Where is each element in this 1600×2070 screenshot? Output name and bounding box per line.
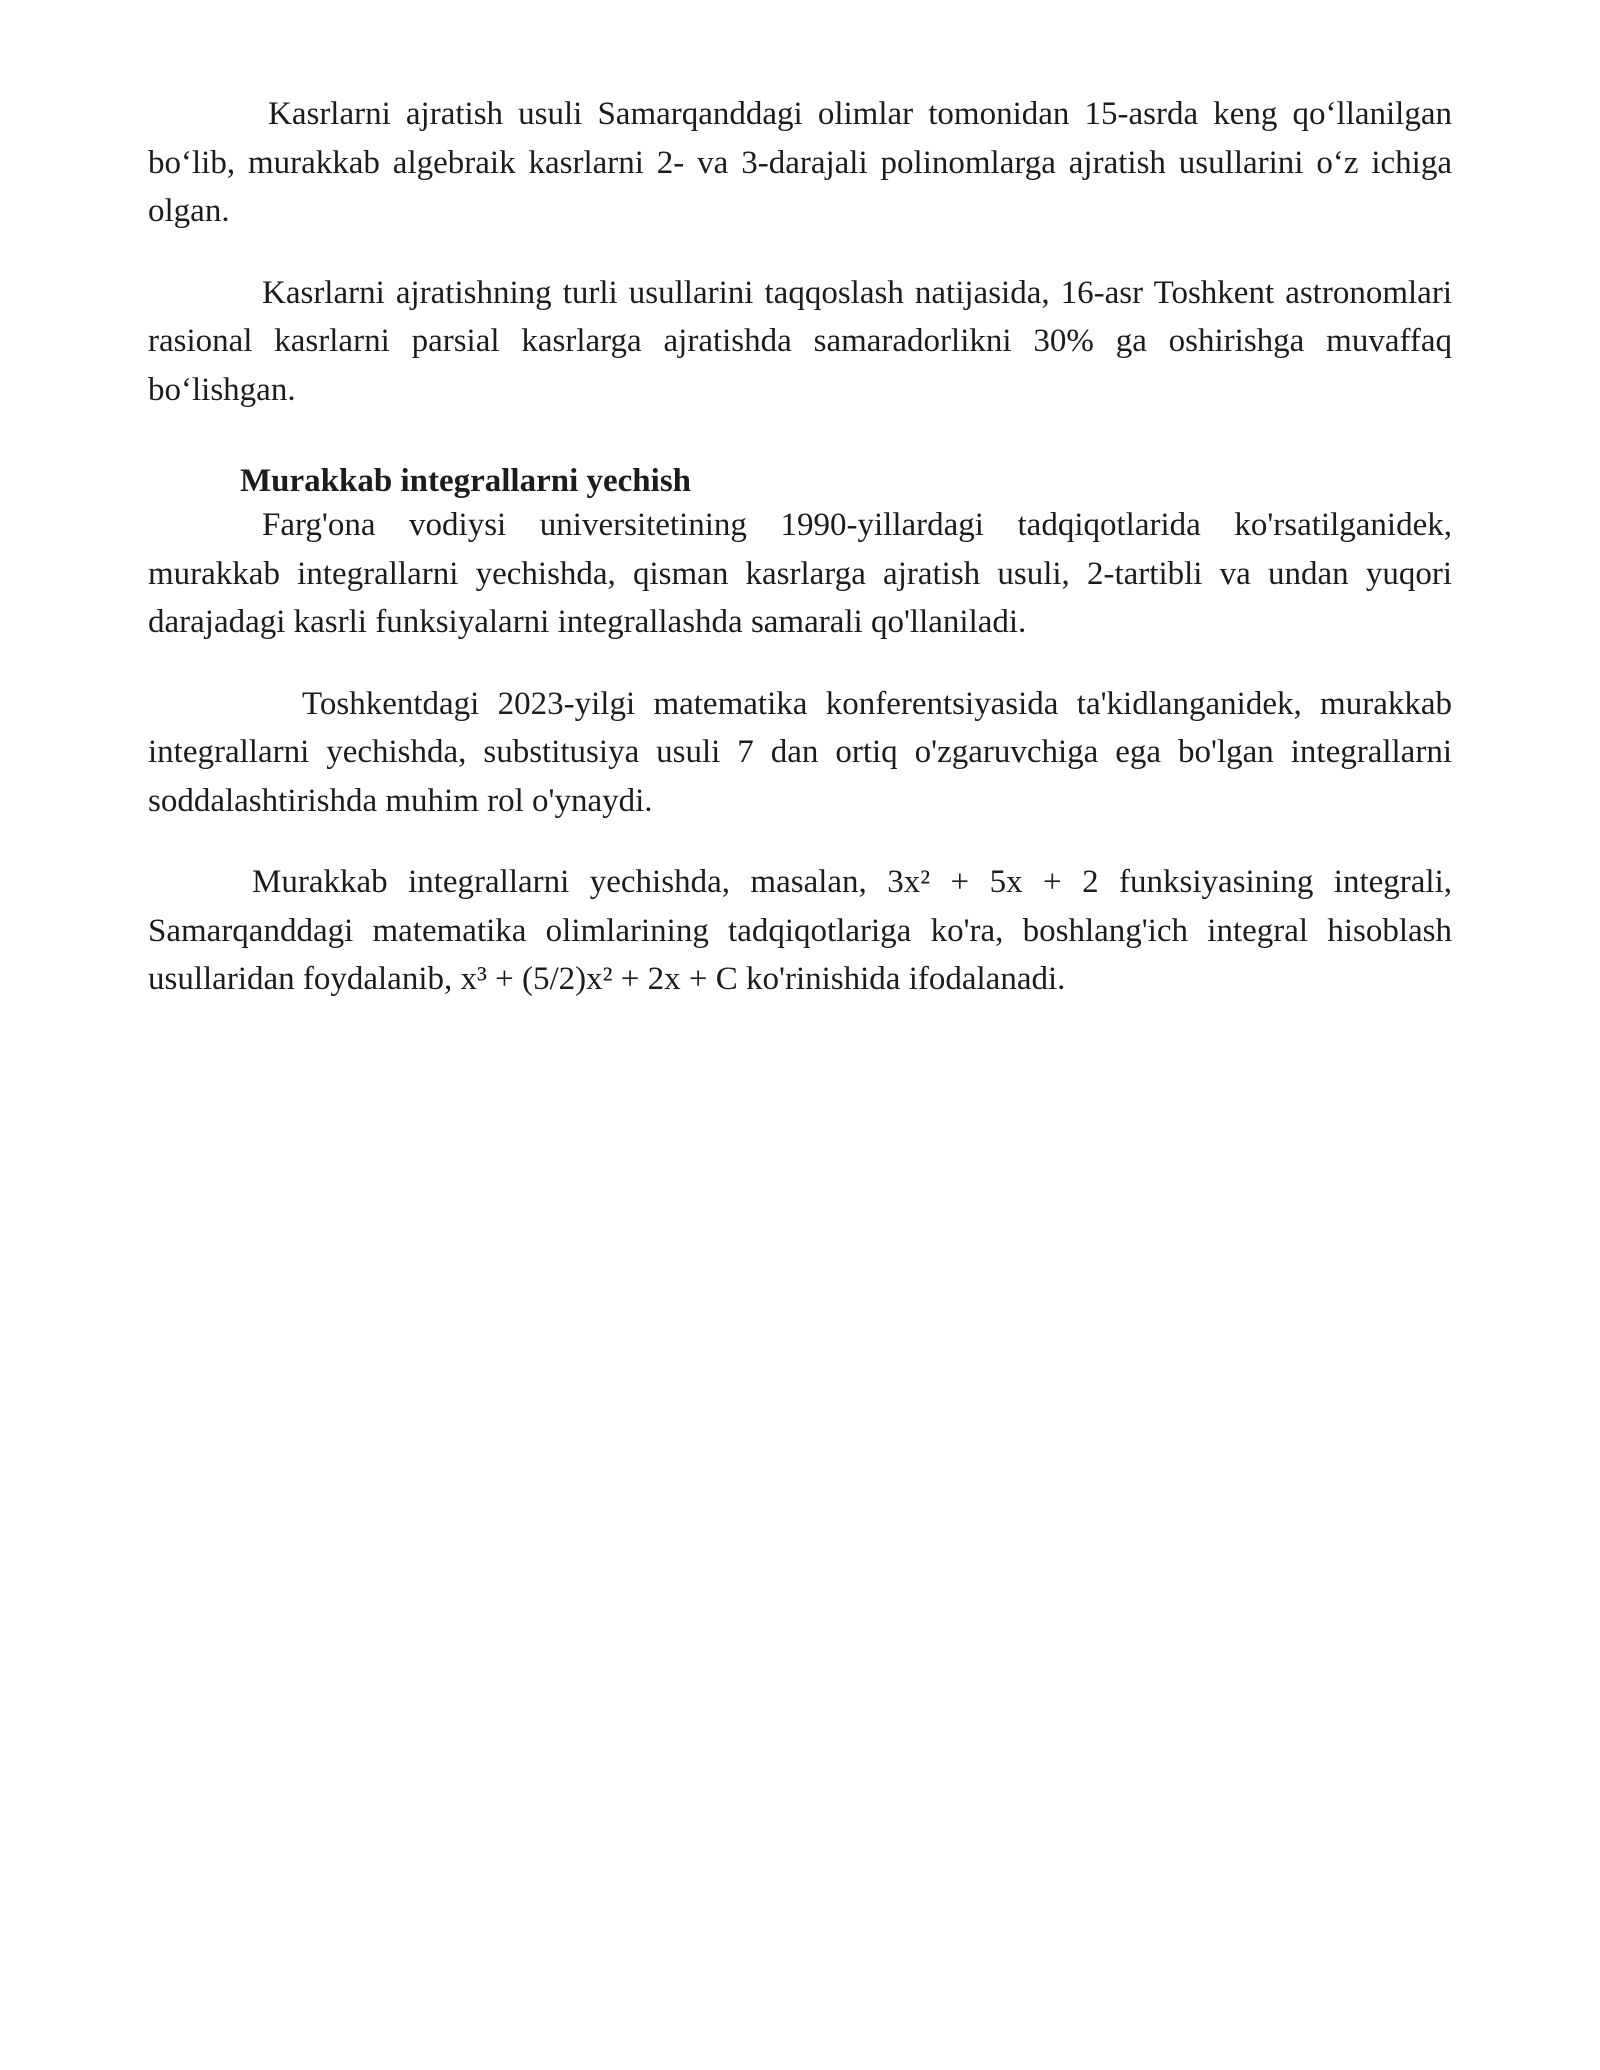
- document-body: [148, 90, 1452, 1004]
- paragraph-fraction-decomposition-history: Kasrlarni ajratish usuli Samarqanddagi olimlar tomonidan 15-asrda keng qo‘llanilgan bo‘lib, murakkab algebraik kasrlarni 2- va 3-darajali polinomlarga ajratish usullarini o‘z ichiga olgan.: [148, 96, 1452, 229]
- paragraph-integral-example: Murakkab integrallarni yechishda, masalan, 3x² + 5x + 2 funksiyasining integrali, Samarqanddagi matematika olimlarining tadqiqotlariga ko'ra, boshlang'ich integral hisoblash usullaridan foydalanib, x³ + (5/2)x² + 2x + C ko'rinishida ifodalanadi.: [148, 864, 1452, 997]
- section-heading: Murakkab integrallarni yechish: [240, 463, 692, 499]
- paragraph-tashkent-conference: Toshkentdagi 2023-yilgi matematika konferentsiyasida ta'kidlanganidek, murakkab integrallarni yechishda, substitusiya usuli 7 dan ortiq o'zgaruvchiga ega bo'lgan integrallarni soddalashtirishda muhim rol o'ynaydi.: [148, 685, 1452, 819]
- paragraph-fraction-methods-comparison: Kasrlarni ajratishning turli usullarini taqqoslash natijasida, 16-asr Toshkent astronomlari rasional kasrlarni parsial kasrlarga ajratishda samaradorlikni 30% ga oshirishga muvaffaq bo‘lishgan.: [148, 274, 1452, 408]
- paragraph-fergana-research: Farg'ona vodiysi universitetining 1990-yillardagi tadqiqotlarida ko'rsatilganidek, murakkab integrallarni yechishda, qisman kasrlarga ajratish usuli, 2-tartibli va undan yuqori darajadagi kasrli funksiyalarni integrallashda samarali qo'llaniladi.: [148, 507, 1452, 640]
